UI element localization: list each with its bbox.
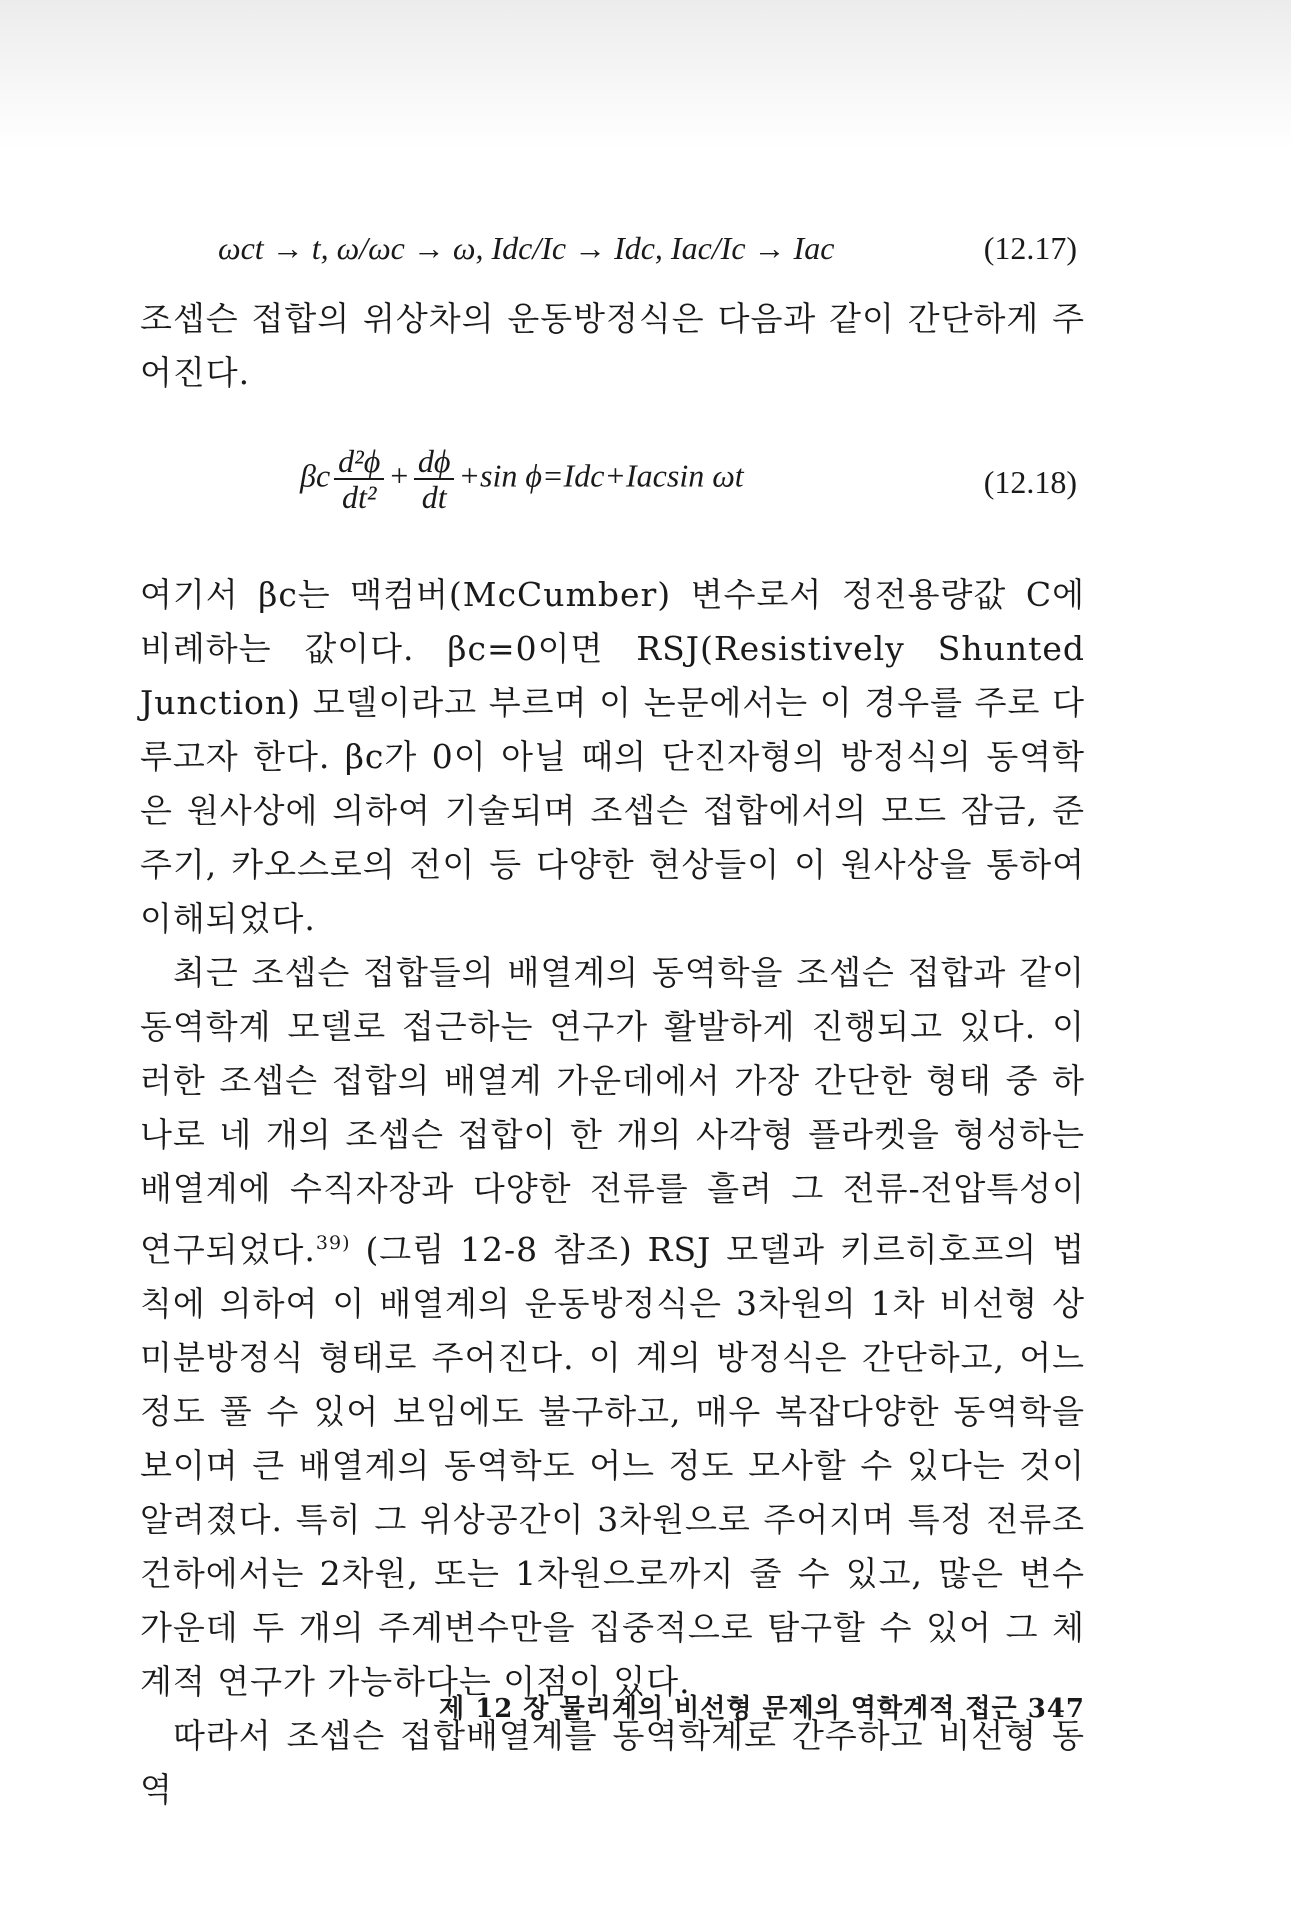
equation-number: (12.18) [983,464,1077,500]
paragraph-2 [140,946,1085,1709]
equation-expression [300,444,744,514]
paragraph-2-text: 최근 조셉슨 접합들의 배열계의 동역학을 조셉슨 접합과 같이 동역학계 모델로 접근하는 연구가 활발하게 진행되고 있다. 이러한 조셉슨 접합의 배열계 가운데에서 가장 간단한 형태 중 하나로 네 개의 조셉슨 접합이 한 개의 사각형 플라켓을 형성하는 배열계에 수직자장과 다양한 전류를 흘려 그 전류-전압특성이 연구되었다. [140,953,1085,1269]
plus-sign: + [388,457,410,494]
frac-denominator: dt [421,479,447,515]
intro-paragraph-block [140,292,1085,400]
first-derivative [414,444,455,514]
equation-number: (12.17) [983,230,1077,266]
page-footer: 제 12 장 물리계의 비선형 문제의 역학계적 접근 347 [439,1694,1085,1724]
paragraph-3: 따라서 조셉슨 접합배열계를 동역학계로 간주하고 비선형 동역 [140,1716,1085,1809]
equation-expression: ωct → t, ω/ωc → ω, Idc/Ic → Idc, Iac/Ic → Iac [218,230,835,266]
frac-numerator: d²ϕ [334,444,384,480]
equation-rest: +sin ϕ=Idc+Iacsin ωt [458,457,744,494]
paragraph-1: 여기서 βc는 맥컴버(McCumber) 변수로서 정전용량값 C에 비례하는 값이다. βc=0이면 RSJ(Resistively Shunted Junction) 모델이라고 부르며 이 논문에서는 이 경우를 주로 다루고자 한다. βc가 0이 아닐 때의 단진자형의 방정식의 동역학은 원사상에 의하여 기술되며 조셉슨 접합에서의 모드 잠금, 준주기, 카오스로의 전이 등 다양한 현상들이 이 원사상을 통하여 이해되었다. [140,575,1085,938]
frac-numerator: dϕ [414,444,455,480]
intro-paragraph: 조셉슨 접합의 위상차의 운동방정식은 다음과 같이 간단하게 주어진다. [140,299,1085,392]
reference-mark: 39) [315,1232,351,1254]
beta-symbol: βc [300,457,331,494]
body-text [140,568,1085,1817]
second-derivative [334,444,384,514]
frac-denominator: dt² [341,479,377,515]
scan-shadow [0,0,1291,150]
paragraph-2-continued: (그림 12-8 참조) RSJ 모델과 키르히호프의 법칙에 의하여 이 배열계의 운동방정식은 3차원의 1차 비선형 상미분방정식 형태로 주어진다. 이 계의 방정식은 간단하고, 어느 정도 풀 수 있어 보임에도 불구하고, 매우 복잡다양한 동역학을 보이며 큰 배열계의 동역학도 어느 정도 모사할 수 있다는 것이 알려졌다. 특히 그 위상공간이 3차원으로 주어지며 특정 전류조건하에서는 2차원, 또는 1차원으로까지 줄 수 있고, 많은 변수 가운데 두 개의 주계변수만을 집중적으로 탐구할 수 있어 그 체계적 연구가 가능하다는 이점이 있다. [140,1230,1085,1701]
